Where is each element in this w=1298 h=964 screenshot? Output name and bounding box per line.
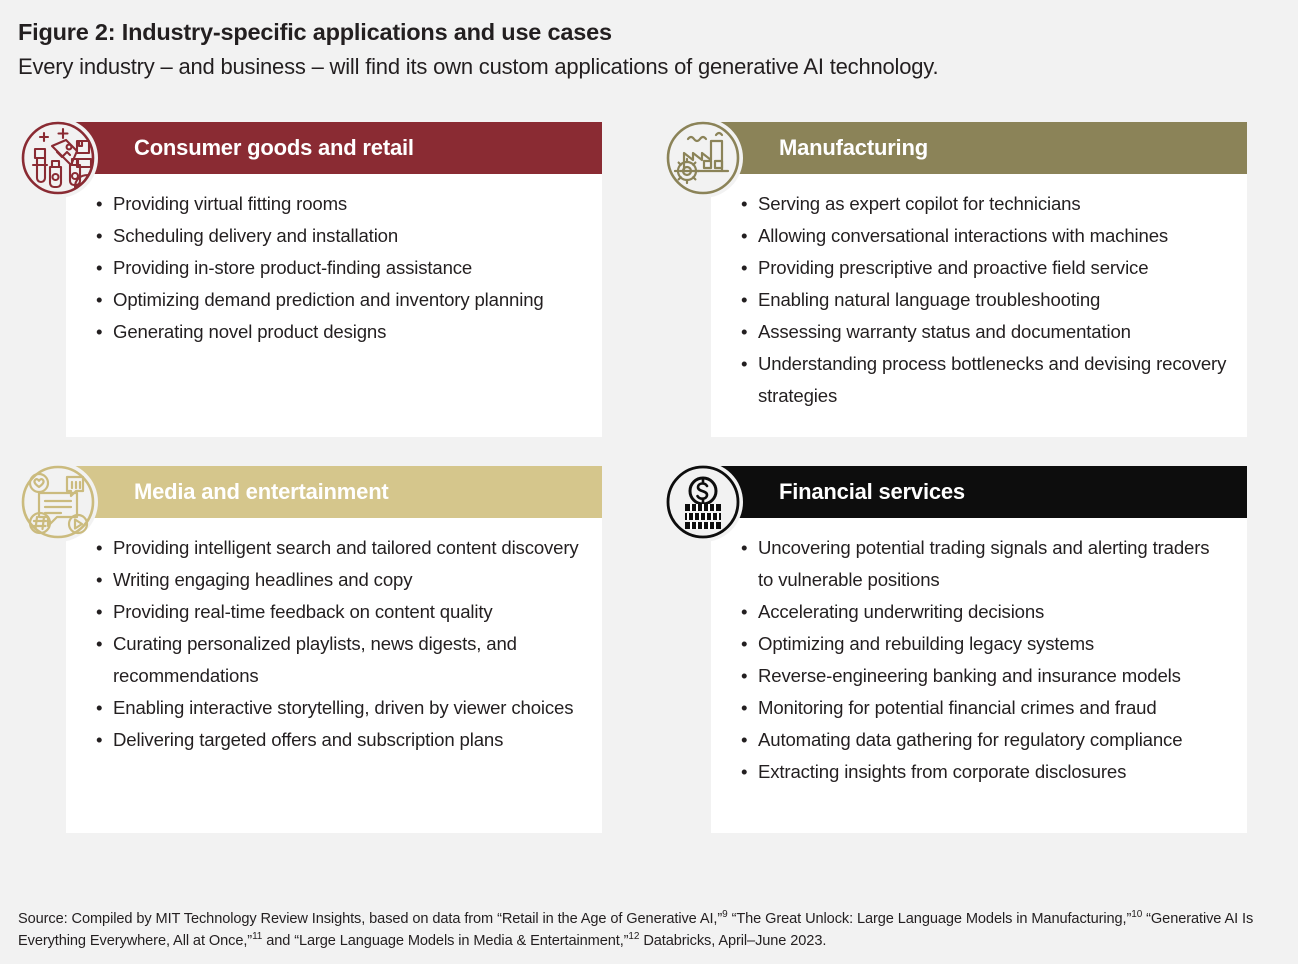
list-item: • Assessing warranty status and documentation — [741, 316, 1229, 348]
list-item: • Understanding process bottlenecks and devising recovery strategies — [741, 348, 1229, 412]
panel-header-manufacturing — [711, 122, 1247, 174]
list-item: • Allowing conversational interactions with machines — [741, 220, 1229, 252]
list-item: • Uncovering potential trading signals and alerting traders to vulnerable positions — [741, 532, 1229, 596]
figure-title: Figure 2: Industry-specific applications and use cases — [18, 19, 612, 45]
source-ref-9: 9 — [722, 909, 728, 921]
bullet-list-consumer-goods-and-retail — [96, 188, 584, 348]
speech-bubble-media-icon — [18, 462, 98, 542]
list-item: • Providing intelligent search and tailored content discovery — [96, 532, 584, 564]
panel-body-financial-services — [711, 518, 1247, 833]
retail-shopping-icon — [18, 118, 98, 198]
panel-title: Media and entertainment — [134, 479, 389, 504]
factory-gear-icon — [663, 118, 743, 198]
source-ref-10: 10 — [1131, 909, 1143, 921]
list-item: • Automating data gathering for regulatory compliance — [741, 724, 1229, 756]
source-note — [18, 908, 1266, 952]
list-item: • Writing engaging headlines and copy — [96, 564, 584, 596]
list-item: • Providing real-time feedback on content quality — [96, 596, 584, 628]
panel-header-media-and-entertainment — [66, 466, 602, 518]
list-item: • Enabling interactive storytelling, driven by viewer choices — [96, 692, 584, 724]
list-item: • Providing in-store product-finding assistance — [96, 252, 584, 284]
list-item: • Generating novel product designs — [96, 316, 584, 348]
list-item: • Delivering targeted offers and subscription plans — [96, 724, 584, 756]
panel-body-media-and-entertainment — [66, 518, 602, 833]
list-item: • Optimizing and rebuilding legacy systems — [741, 628, 1229, 660]
panel-title: Consumer goods and retail — [134, 135, 414, 160]
bullet-list-financial-services — [741, 532, 1229, 788]
source-text-part-1: Source: Compiled by MIT Technology Review Insights, based on data from “Retail in the Age of Generative AI,” — [18, 911, 723, 927]
source-text-part-5: Databricks, April–June 2023. — [639, 933, 827, 949]
panel-body-consumer-goods-and-retail — [66, 174, 602, 437]
list-item: • Enabling natural language troubleshooting — [741, 284, 1229, 316]
panel-header-financial-services — [711, 466, 1247, 518]
bullet-list-media-and-entertainment — [96, 532, 584, 756]
coin-stack-icon — [663, 462, 743, 542]
figure-header — [18, 18, 1268, 81]
list-item: • Accelerating underwriting decisions — [741, 596, 1229, 628]
list-item: • Optimizing demand prediction and inventory planning — [96, 284, 584, 316]
panel-manufacturing — [663, 122, 1247, 437]
list-item: • Providing prescriptive and proactive field service — [741, 252, 1229, 284]
list-item: • Curating personalized playlists, news digests, and recommendations — [96, 628, 584, 692]
list-item: • Reverse-engineering banking and insurance models — [741, 660, 1229, 692]
bullet-list-manufacturing — [741, 188, 1229, 412]
panel-financial-services — [663, 466, 1247, 833]
source-ref-11: 11 — [252, 931, 263, 943]
source-text-part-2: “The Great Unlock: Large Language Models in Manufacturing,” — [727, 911, 1132, 927]
source-text-part-3: “Generative AI Is Everything Everywhere, All at Once,” — [18, 911, 1254, 949]
list-item: • Scheduling delivery and installation — [96, 220, 584, 252]
panel-grid — [18, 122, 1227, 833]
list-item: • Serving as expert copilot for technicians — [741, 188, 1229, 220]
panel-body-manufacturing — [711, 174, 1247, 437]
figure-subtitle: Every industry – and business – will find its own custom applications of generative AI technology. — [18, 53, 939, 79]
list-item: • Monitoring for potential financial crimes and fraud — [741, 692, 1229, 724]
source-text-part-4: and “Large Language Models in Media & Entertainment,” — [262, 933, 629, 949]
panel-title: Financial services — [779, 479, 965, 504]
panel-title: Manufacturing — [779, 135, 928, 160]
list-item: • Extracting insights from corporate disclosures — [741, 756, 1229, 788]
list-item: • Providing virtual fitting rooms — [96, 188, 584, 220]
panel-media-and-entertainment — [18, 466, 602, 833]
source-ref-12: 12 — [628, 931, 640, 943]
panel-header-consumer-goods-and-retail — [66, 122, 602, 174]
panel-consumer-goods-and-retail — [18, 122, 602, 437]
